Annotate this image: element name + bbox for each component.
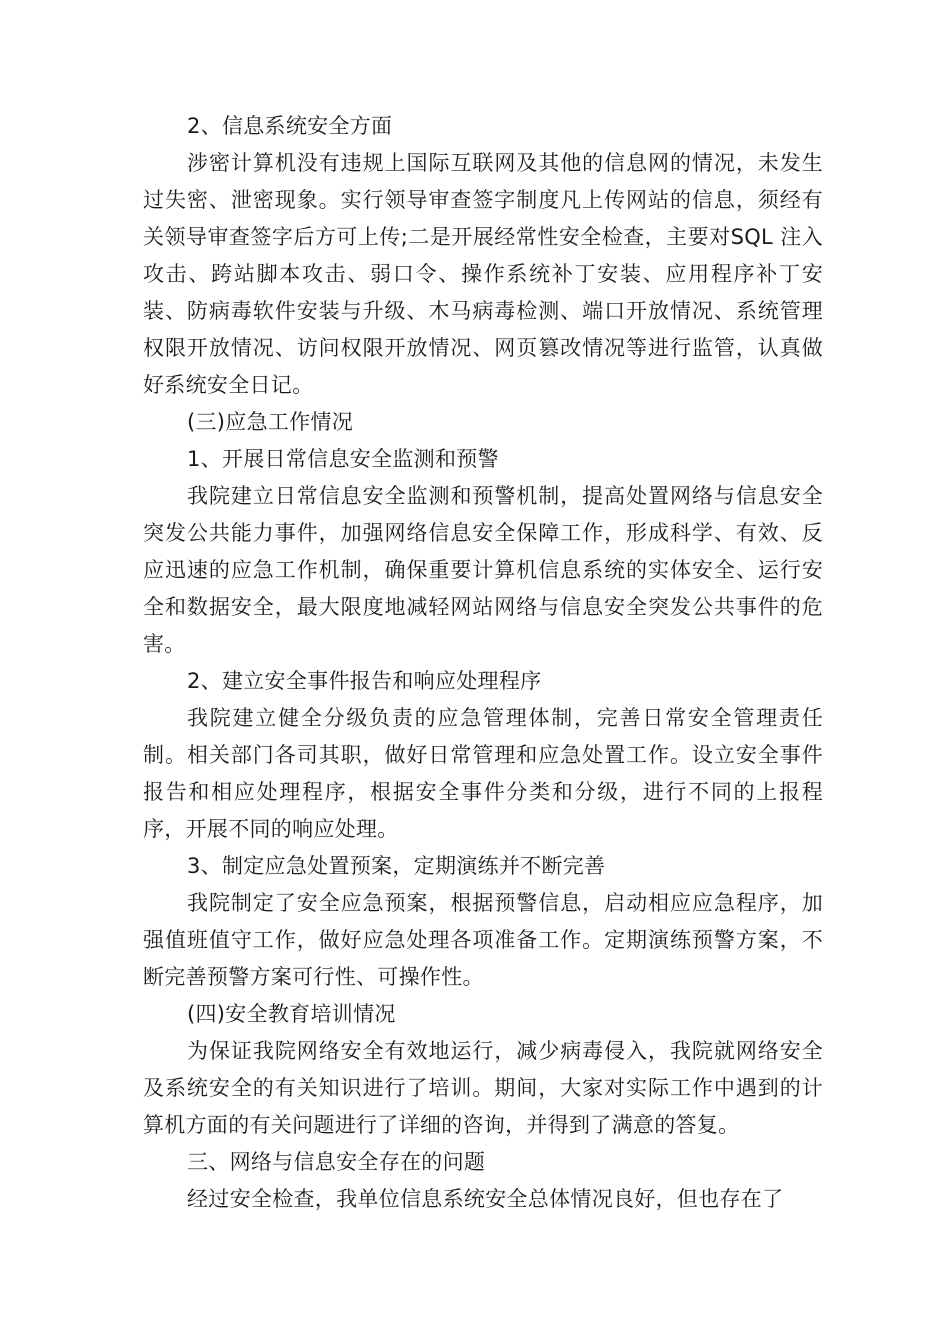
subheading-incident-reporting: 2、建立安全事件报告和响应处理程序	[187, 669, 542, 693]
paragraph-incident-reporting: 我院建立健全分级负责的应急管理体制，完善日常安全管理责任制。相关部门各司其职，做好日常管理和应急处置工作。设立安全事件报告和相应处理程序，根据安全事件分类和分级，进行不同的上报程序，开展不同的响应处理。	[143, 706, 823, 841]
section-heading-emergency-work: (三)应急工作情况	[187, 410, 354, 434]
paragraph-training: 为保证我院网络安全有效地运行，减少病毒侵入，我院就网络安全及系统安全的有关知识进行了培训。期间，大家对实际工作中遇到的计算机方面的有关问题进行了详细的咨询，并得到了满意的答复。	[143, 1039, 823, 1137]
paragraph-monitoring-warning: 我院建立日常信息安全监测和预警机制，提高处置网络与信息安全突发公共能力事件，加强网络信息安全保障工作，形成科学、有效、反应迅速的应急工作机制，确保重要计算机信息系统的实体安全、运行安全和数据安全，最大限度地减轻网站网络与信息安全突发公共事件的危害。	[143, 484, 823, 656]
paragraph-info-system-security: 涉密计算机没有违规上国际互联网及其他的信息网的情况，未发生过失密、泄密现象。实行领导审查签字制度凡上传网站的信息，须经有关领导审查签字后方可上传;二是开展经常性安全检查，主要对SQL 注入攻击、跨站脚本攻击、弱口令、操作系统补丁安装、应用程序补丁安装、防病毒软件安装与升级、木马病毒检测、端口开放情况、系统管理权限开放情况、访问权限开放情况、网页篡改情况等进行监管，认真做好系统安全日记。	[143, 151, 823, 397]
paragraph-problems: 经过安全检查，我单位信息系统安全总体情况良好，但也存在了	[187, 1187, 784, 1211]
section-heading-training: (四)安全教育培训情况	[187, 1002, 396, 1026]
paragraph-emergency-plan: 我院制定了安全应急预案，根据预警信息，启动相应应急程序，加强值班值守工作，做好应急处理各项准备工作。定期演练预警方案，不断完善预警方案可行性、可操作性。	[143, 891, 823, 989]
subheading-monitoring-warning: 1、开展日常信息安全监测和预警	[187, 447, 499, 471]
section-heading-problems: 三、网络与信息安全存在的问题	[187, 1150, 486, 1174]
subheading-emergency-plan: 3、制定应急处置预案，定期演练并不断完善	[187, 854, 606, 878]
section-heading-info-system-security: 2、信息系统安全方面	[187, 114, 393, 138]
document-body	[143, 108, 823, 1218]
